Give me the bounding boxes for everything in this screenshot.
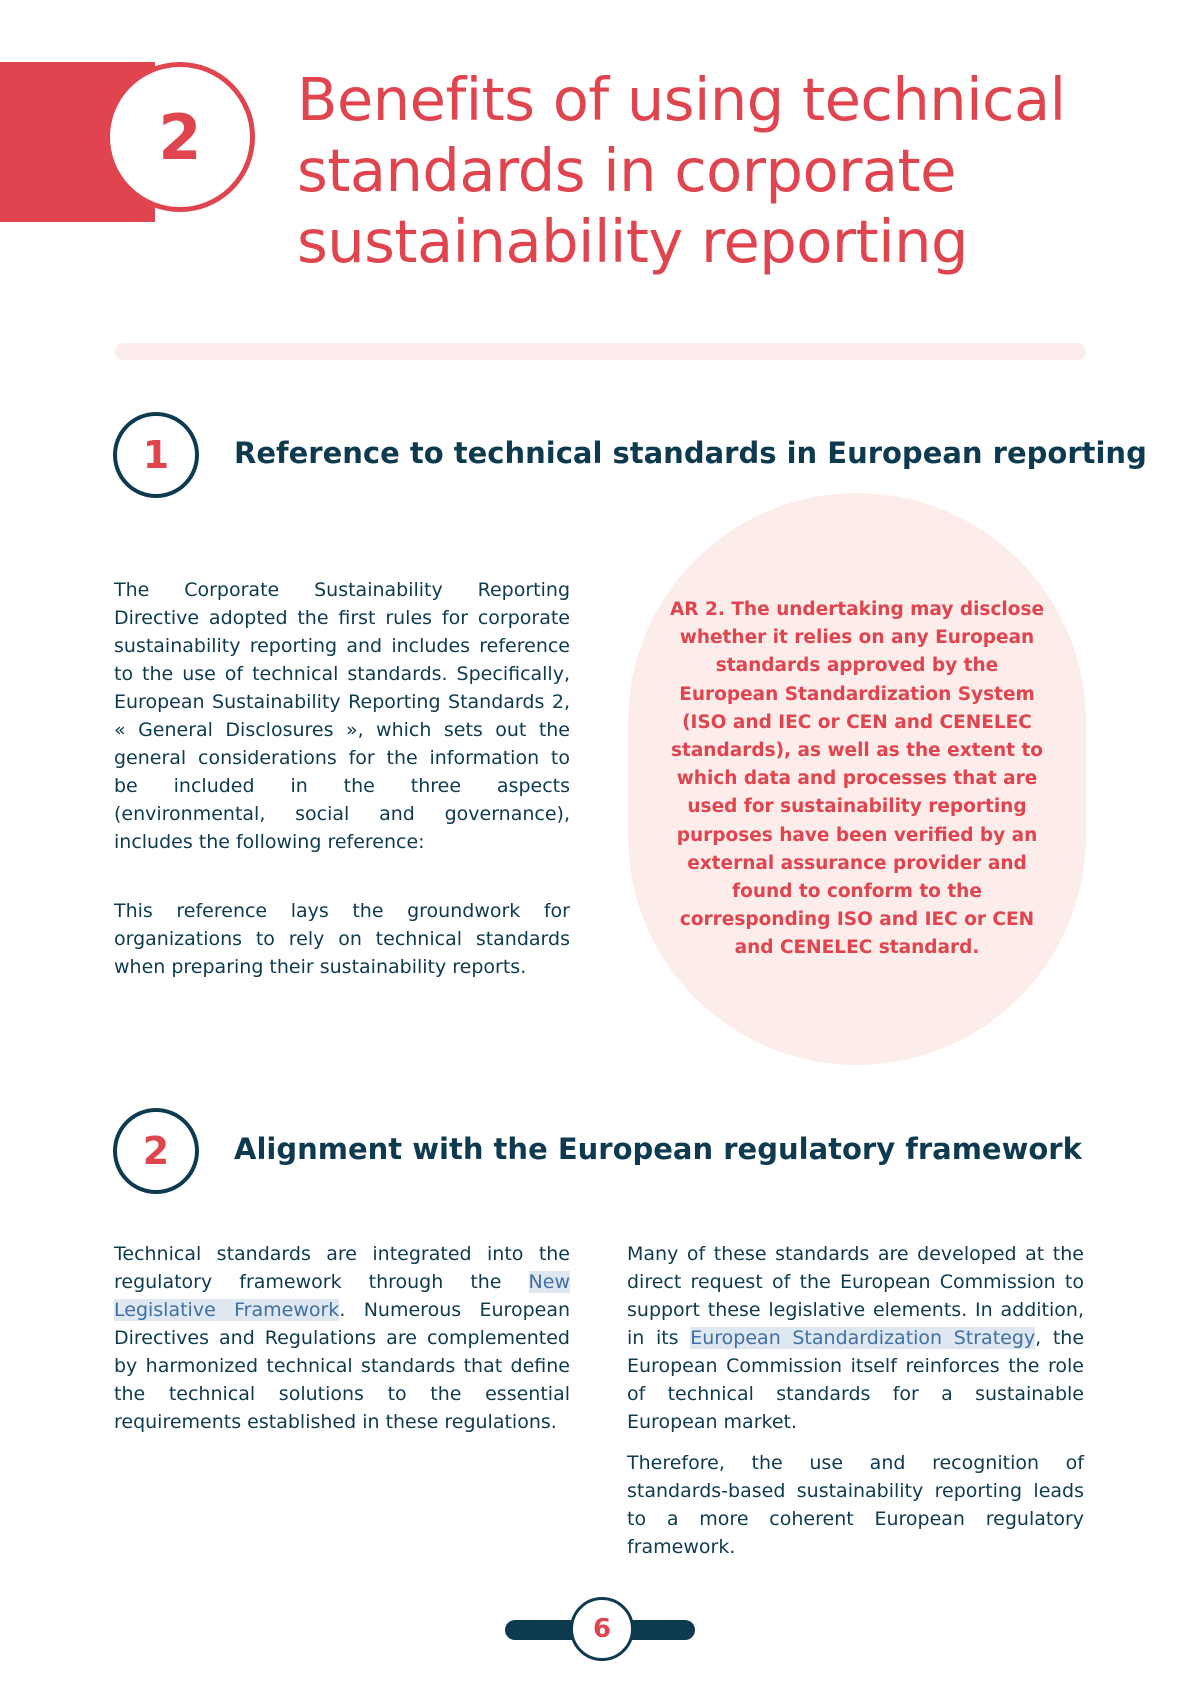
european-standardization-strategy-link[interactable]: European Standardization Strategy [690,1327,1036,1349]
chapter-number-badge [105,62,255,212]
new-legislative-framework-link[interactable]: New Legislative Framework [114,1271,570,1321]
section-1-title: Reference to technical standards in European reporting [234,436,1147,470]
esrs-quote: AR 2. The undertaking may disclose whether it relies on any European standards approved by the European Standardization System (ISO and IEC or CEN and CENELEC standards), as well as the extent to which data and processes that are used for sustainability reporting purposes have been verified by an external assurance provider and found to conform to the corresponding ISO and IEC or CEN and CENELEC standard. [669,599,1045,959]
section-2-title: Alignment with the European regulatory framework [234,1132,1082,1166]
section-1-paragraph-2: This reference lays the groundwork for organizations to rely on technical standards when preparing their sustainability reports. [114,900,570,978]
section-2-number: 2 [142,1129,170,1173]
section-2-right-paragraph-1 [627,1240,1084,1436]
section-2-left-paragraph [114,1240,570,1436]
right-text-before: Many of these standards are developed at the direct request of the European Commission to support these legislative elements. In addition, in its [627,1243,1084,1349]
left-text-after: . Numerous European Directives and Regulations are complemented by harmonized technical standards that define the technical solutions to the essential requirements established in these regulations. [114,1299,570,1433]
page-number: 6 [592,1614,612,1644]
section-1-paragraph-1: The Corporate Sustainability Reporting Directive adopted the first rules for corporate sustainability reporting and includes reference to the use of technical standards. Specifically, European Sustainability Reporting Standards 2, « General Disclosures », which sets out the general considerations for the information to be included in the three aspects (environmental, social and governance), includes the following reference: [114,579,570,853]
left-text-before: Technical standards are integrated into the regulatory framework through the [114,1243,570,1293]
chapter-number: 2 [158,100,202,174]
section-2-right-paragraph-2: Therefore, the use and recognition of standards-based sustainability reporting leads to a more coherent European regulatory framework. [627,1452,1084,1558]
right-text-after: , the European Commission itself reinforces the role of technical standards for a sustainable European market. [627,1327,1085,1433]
section-divider [115,343,1086,360]
section-1-number: 1 [142,433,170,477]
section-2-number-badge [113,1108,199,1194]
chapter-title: Benefits of using technical standards in corporate sustainability reporting [297,65,1066,276]
section-1-number-badge [113,412,199,498]
page-number-badge [570,1597,634,1661]
